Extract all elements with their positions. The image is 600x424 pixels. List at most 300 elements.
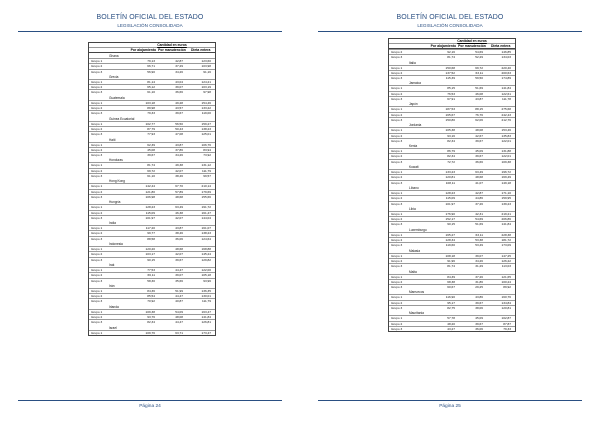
group-label: Grupo 3 (391, 201, 403, 206)
table-row (89, 84, 215, 89)
amount-cell: 44,86 (475, 196, 483, 201)
amount-cell: 73,92 (203, 153, 211, 158)
country-group (89, 283, 215, 304)
amount-cell: 39,67 (475, 138, 483, 143)
amount-cell: 83,94 (203, 147, 211, 152)
column-header: Por alojamiento (430, 44, 457, 48)
group-label: Grupo 3 (91, 194, 103, 199)
country-name: Guatemala (109, 95, 125, 100)
table-row (89, 319, 215, 324)
group-label: Grupo 1 (91, 121, 103, 126)
amount-cell: 102,77 (145, 121, 155, 126)
amount-cell: 88,58 (147, 236, 155, 241)
amount-cell: 54,69 (475, 217, 483, 222)
table-row (389, 96, 515, 101)
table-row (389, 326, 515, 331)
table-row (89, 298, 215, 303)
amount-cell: 48,68 (475, 175, 483, 180)
table-row (389, 54, 515, 59)
table-row (389, 300, 515, 305)
amount-cell: 142,44 (145, 184, 155, 189)
group-label: Grupo 3 (91, 111, 103, 116)
table-row (389, 174, 515, 179)
amount-cell: 43,87 (175, 226, 183, 231)
amount-cell: 37,86 (175, 147, 183, 152)
amount-cell: 103,98 (201, 64, 211, 69)
amount-cell: 150,68 (445, 65, 455, 70)
group-label: Grupo 1 (91, 79, 103, 84)
amount-cell: 38,06 (475, 305, 483, 310)
amount-cell: 105,38 (445, 128, 455, 133)
group-label: Grupo 2 (91, 106, 103, 111)
group-label: Grupo 3 (391, 305, 403, 310)
amount-cell: 111,79 (201, 299, 211, 304)
amount-cell: 165,67 (445, 112, 455, 117)
country-name: Libia (409, 206, 416, 211)
amount-cell: 57,89 (175, 189, 183, 194)
group-label: Grupo 2 (91, 126, 103, 131)
amount-cell: 136,35 (201, 288, 211, 293)
group-label: Grupo 2 (391, 175, 403, 180)
amount-cell: 61,10 (147, 174, 155, 179)
amount-cell: 39,67 (175, 111, 183, 116)
country-group (89, 95, 215, 116)
table-header (89, 43, 215, 53)
country-group (389, 185, 515, 206)
amount-cell: 159,95 (501, 196, 511, 201)
amount-cell: 46,08 (475, 91, 483, 96)
amount-cell: 49,28 (175, 100, 183, 105)
amount-cell: 120,81 (501, 305, 511, 310)
table-row (89, 309, 215, 314)
group-label: Grupo 1 (91, 163, 103, 168)
table-row (389, 180, 515, 185)
table-row (89, 189, 215, 194)
amount-cell: 109,76 (145, 330, 155, 335)
amount-cell: 39,07 (175, 273, 183, 278)
amount-cell: 150,80 (445, 117, 455, 122)
group-label: Grupo 3 (391, 243, 403, 248)
amount-cell: 36,06 (175, 236, 183, 241)
amount-cell: 87,87 (503, 321, 511, 326)
amount-cell: 77,93 (147, 132, 155, 137)
amount-cell: 69,72 (147, 168, 155, 173)
header-blank (389, 39, 429, 43)
group-label: Grupo 3 (91, 69, 103, 74)
table-row (89, 330, 215, 335)
table-row (389, 133, 515, 138)
group-label: Grupo 3 (91, 132, 103, 137)
group-label: Grupo 2 (91, 189, 103, 194)
country-group (389, 269, 515, 290)
table-row (89, 105, 215, 110)
table-row (389, 253, 515, 258)
amount-cell: 54,69 (475, 50, 483, 54)
country-name: Kuwait (409, 165, 419, 170)
country-group (389, 122, 515, 143)
amount-cell: 160,76 (501, 295, 511, 300)
amount-cell: 144,04 (201, 215, 211, 220)
country-name: Israel (109, 325, 117, 330)
group-label: Grupo 2 (391, 300, 403, 305)
amount-cell: 210,14 (201, 184, 211, 189)
country-group (89, 241, 215, 262)
amount-cell: 89,98 (147, 106, 155, 111)
group-label: Grupo 2 (391, 238, 403, 243)
amount-cell: 79,13 (147, 59, 155, 63)
group-label: Grupo 1 (91, 267, 103, 272)
amount-cell: 108,18 (445, 253, 455, 258)
amount-cell: 131,88 (501, 149, 511, 154)
table-row (89, 121, 215, 126)
amount-cell: 121,80 (145, 189, 155, 194)
amount-cell: 42,07 (175, 168, 183, 173)
amount-cell: 84,39 (447, 274, 455, 279)
group-label: Grupo 3 (391, 97, 403, 102)
table-row (89, 162, 215, 167)
amount-cell: 45,09 (475, 149, 483, 154)
table-row (89, 210, 215, 215)
amount-cell: 42,87 (175, 59, 183, 63)
group-label: Grupo 3 (91, 299, 103, 304)
amount-cell: 67,91 (447, 97, 455, 102)
country-name: Líbano (409, 185, 419, 190)
amount-cell: 137,52 (445, 70, 455, 75)
amount-cell: 93,76 (147, 314, 155, 319)
amount-cell: 165,27 (445, 232, 455, 237)
amount-cell: 70,92 (147, 299, 155, 304)
amount-cell: 63,49 (175, 205, 183, 210)
amount-cell: 115,39 (445, 76, 455, 81)
group-label: Grupo 2 (91, 314, 103, 319)
amount-cell: 89,92 (503, 285, 511, 290)
table-row (89, 58, 215, 63)
country-group (89, 304, 215, 325)
table-row (389, 279, 515, 284)
amount-cell: 53,49 (475, 243, 483, 248)
table-row (389, 258, 515, 263)
table-row (389, 274, 515, 279)
amount-cell: 275,68 (501, 107, 511, 112)
amount-cell: 155,66 (201, 194, 211, 199)
group-label: Grupo 2 (91, 64, 103, 69)
table-row (389, 315, 515, 320)
table-row (389, 49, 515, 54)
amount-cell: 141,84 (501, 86, 511, 91)
table-row (89, 225, 215, 230)
amount-cell: 109,38 (145, 309, 155, 314)
amount-cell: 161,07 (201, 226, 211, 231)
group-label: Grupo 2 (391, 112, 403, 117)
amount-cell: 101,97 (145, 215, 155, 220)
group-label: Grupo 3 (91, 174, 103, 179)
table-row (389, 294, 515, 299)
amount-cell: 82,34 (447, 154, 455, 159)
amount-cell: 161,47 (201, 210, 211, 215)
table-row (389, 305, 515, 310)
amount-cell: 35,66 (175, 278, 183, 283)
amount-cell: 66,71 (147, 64, 155, 69)
group-label: Grupo 3 (391, 180, 403, 185)
amount-cell: 146,85 (501, 50, 511, 54)
amount-cell: 82,34 (147, 320, 155, 325)
table-row (389, 85, 515, 90)
amount-cell: 128,23 (445, 190, 455, 195)
table-row (89, 204, 215, 209)
amount-cell: 63,49 (475, 170, 483, 175)
group-label: Grupo 1 (91, 226, 103, 231)
group-label: Grupo 1 (391, 295, 403, 300)
amount-cell: 141,84 (501, 222, 511, 227)
amount-cell: 91,96 (447, 258, 455, 263)
group-label: Grupo 2 (391, 196, 403, 201)
amount-cell: 159,27 (201, 121, 211, 126)
table-row (389, 112, 515, 117)
table-row (89, 272, 215, 277)
table-row (389, 190, 515, 195)
group-label: Grupo 2 (391, 91, 403, 96)
amount-cell: 48,08 (475, 128, 483, 133)
amount-cell: 84,36 (147, 288, 155, 293)
page-title: BOLETÍN OFICIAL DEL ESTADO (96, 14, 204, 21)
amount-cell: 63,11 (475, 232, 483, 237)
amount-cell: 81,74 (147, 163, 155, 168)
amount-cell: 122,61 (501, 91, 511, 96)
amount-cell: 40,87 (175, 299, 183, 304)
table-row (389, 242, 515, 247)
amount-cell: 42,31 (475, 211, 483, 216)
amount-cell: 43,87 (175, 142, 183, 147)
amount-cell: 145,24 (201, 252, 211, 257)
group-label: Grupo 3 (391, 55, 403, 60)
group-label: Grupo 2 (91, 210, 103, 215)
country-group (389, 60, 515, 81)
amount-cell: 36,66 (175, 90, 183, 95)
header-row-columns (389, 43, 515, 48)
group-label: Grupo 2 (91, 294, 103, 299)
amount-cell: 38,46 (175, 231, 183, 236)
amount-cell: 97,98 (203, 90, 211, 95)
country-group (389, 310, 515, 331)
amount-cell: 134,84 (501, 300, 511, 305)
amount-cell: 56,50 (175, 121, 183, 126)
header-row-columns (89, 47, 215, 52)
table-row (89, 131, 215, 136)
table-row (389, 91, 515, 96)
table-row (89, 147, 215, 152)
group-label: Grupo 2 (391, 321, 403, 326)
amount-cell: 79,33 (503, 326, 511, 331)
country-group (89, 199, 215, 220)
amount-cell: 36,06 (475, 326, 483, 331)
group-label: Grupo 3 (391, 117, 403, 122)
amount-cell: 116,90 (445, 295, 455, 300)
country-group (389, 80, 515, 101)
amount-cell: 43,27 (447, 326, 455, 331)
group-label: Grupo 2 (91, 252, 103, 257)
country-group (389, 289, 515, 310)
amount-cell: 135,83 (501, 133, 511, 138)
amount-cell: 60,67 (447, 285, 455, 290)
amount-cell: 119,60 (445, 243, 455, 248)
country-name: Kenia (409, 144, 418, 149)
amount-cell: 181,72 (501, 238, 511, 243)
amount-cell: 128,34 (445, 238, 455, 243)
table-row (89, 194, 215, 199)
amount-cell: 91,16 (203, 69, 211, 74)
amount-cell: 100,24 (501, 279, 511, 284)
amount-cell: 212,76 (501, 117, 511, 122)
group-label: Grupo 1 (91, 288, 103, 293)
amount-cell: 39,07 (475, 253, 483, 258)
amount-cell: 29,25 (475, 285, 483, 290)
group-label: Grupo 1 (91, 142, 103, 147)
group-label: Grupo 1 (391, 86, 403, 91)
amount-cell: 69,72 (475, 65, 483, 70)
header-row-currency (89, 43, 215, 47)
amount-cell: 187,53 (445, 107, 455, 112)
country-group (389, 248, 515, 269)
column-header: Por manutención (158, 48, 186, 52)
page-number: Página 24 (139, 404, 161, 409)
amount-cell: 81,74 (447, 55, 455, 60)
group-label: Grupo 3 (91, 257, 103, 262)
country-name: Hungría (109, 200, 121, 205)
amount-cell: 122,01 (501, 154, 511, 159)
amount-cell: 39,07 (175, 85, 183, 90)
group-label: Grupo 1 (91, 100, 103, 105)
table-row (389, 117, 515, 122)
table-row (389, 232, 515, 237)
table-row (89, 257, 215, 262)
allowance-table (388, 38, 516, 332)
amount-cell: 173,47 (201, 330, 211, 335)
amount-cell: 147,25 (501, 253, 511, 258)
amount-cell: 113,03 (501, 264, 511, 269)
amount-cell: 44,47 (175, 294, 183, 299)
column-header: Dieta entera (490, 44, 511, 48)
amount-cell: 138,23 (201, 126, 211, 131)
allowance-table (88, 42, 216, 336)
group-label: Grupo 2 (391, 154, 403, 159)
amount-cell: 51,99 (175, 288, 183, 293)
amount-cell: 47,08 (175, 132, 183, 137)
amount-cell: 42,87 (475, 190, 483, 195)
amount-cell: 85,15 (447, 86, 455, 91)
amount-cell: 108,11 (445, 180, 455, 185)
group-label: Grupo 3 (91, 320, 103, 325)
amount-cell: 39,67 (175, 257, 183, 262)
country-group (89, 74, 215, 95)
amount-cell: 36,66 (475, 159, 483, 164)
group-label: Grupo 2 (91, 231, 103, 236)
amount-cell: 39,67 (475, 154, 483, 159)
amount-cell: 196,72 (501, 170, 511, 175)
group-label: Grupo 1 (391, 65, 403, 70)
amount-cell: 105,18 (201, 273, 211, 278)
group-label: Grupo 2 (91, 85, 103, 90)
amount-cell: 117,20 (145, 226, 155, 231)
country-group (89, 220, 215, 241)
amount-cell: 242,43 (501, 112, 511, 117)
table-row (389, 201, 515, 206)
country-group (389, 206, 515, 227)
amount-cell: 63,11 (475, 70, 483, 75)
amount-cell: 200,63 (501, 70, 511, 75)
amount-cell: 81,14 (147, 79, 155, 84)
amount-cell: 219,21 (501, 211, 511, 216)
group-label: Grupo 1 (391, 316, 403, 321)
amount-cell: 87,79 (147, 126, 155, 131)
country-name: Guinea Ecuatorial (109, 116, 135, 121)
group-label: Grupo 2 (91, 273, 103, 278)
table-row (389, 284, 515, 289)
group-label: Grupo 2 (391, 279, 403, 284)
group-label: Grupo 3 (91, 236, 103, 241)
amount-cell: 45,09 (475, 316, 483, 321)
table-row (389, 106, 515, 111)
group-label: Grupo 1 (391, 232, 403, 237)
country-name: Malta (409, 269, 417, 274)
amount-cell: 133,23 (445, 170, 455, 175)
amount-cell: 149,18 (501, 180, 511, 185)
amount-cell: 153,46 (501, 128, 511, 133)
amount-cell: 138,23 (201, 231, 211, 236)
amount-cell: 82,34 (447, 138, 455, 143)
amount-cell: 206,86 (501, 217, 511, 222)
amount-cell: 220,40 (501, 65, 511, 70)
group-label: Grupo 1 (391, 107, 403, 112)
amount-cell: 48,08 (175, 314, 183, 319)
group-label: Grupo 2 (391, 258, 403, 263)
amount-cell: 92,16 (447, 50, 455, 54)
country-name: Marruecos (409, 290, 425, 295)
amount-cell: 43,57 (175, 106, 183, 111)
group-label: Grupo 2 (391, 217, 403, 222)
country-name: Japón (409, 102, 418, 107)
group-label: Grupo 3 (391, 264, 403, 269)
country-name: Irán (109, 283, 115, 288)
amount-cell: 163,47 (201, 309, 211, 314)
amount-cell: 109,38 (501, 159, 511, 164)
group-label: Grupo 1 (391, 274, 403, 279)
amount-cell: 51,69 (475, 222, 483, 227)
amount-cell: 169,49 (501, 175, 511, 180)
group-label: Grupo 3 (391, 138, 403, 143)
country-name: Jordania (409, 123, 422, 128)
header-rule (318, 31, 582, 32)
group-label: Grupo 3 (391, 326, 403, 331)
amount-cell: 81,74 (447, 264, 455, 269)
amount-cell: 53,38 (475, 238, 483, 243)
amount-cell: 34,26 (475, 258, 483, 263)
amount-cell: 103,17 (145, 252, 155, 257)
amount-cell: 228,38 (501, 232, 511, 237)
amount-cell: 154,46 (201, 100, 211, 105)
column-header: Por manutención (458, 44, 486, 48)
group-label: Grupo 1 (391, 149, 403, 154)
amount-cell: 43,86 (475, 295, 483, 300)
group-label: Grupo 1 (91, 247, 103, 252)
group-label: Grupo 3 (391, 285, 403, 290)
amount-cell: 99,77 (147, 231, 155, 236)
group-label: Grupo 3 (391, 76, 403, 81)
table-row (89, 126, 215, 131)
table-row (89, 69, 215, 74)
country-name: Indonesia (109, 242, 123, 247)
amount-cell: 126,22 (501, 258, 511, 263)
country-name: Hong Kong (109, 179, 125, 184)
